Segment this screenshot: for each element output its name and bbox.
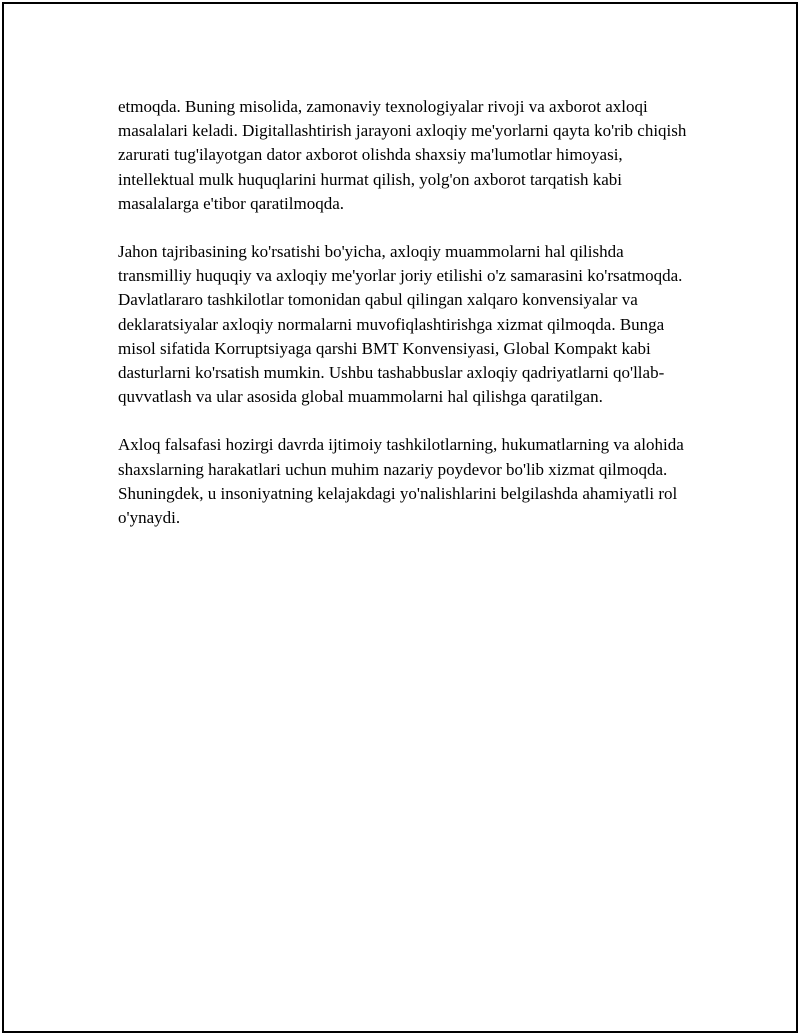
paragraph-1: etmoqda. Buning misolida, zamonaviy texnologiyalar rivoji va axborot axloqi masalalari keladi. Digitallashtirish jarayoni axloqiy me'yorlarni qayta ko'rib chiqish zarurati tug'ilayotgan dator axborot olishda shaxsiy ma'lumotlar himoyasi, intellektual mulk huquqlarini hurmat qilish, yolg'on axborot tarqatish kabi masalalarga e'tibor qaratilmoqda. bbox=[118, 97, 687, 213]
paragraph-2: Jahon tajribasining ko'rsatishi bo'yicha, axloqiy muammolarni hal qilishda transmilliy huquqiy va axloqiy me'yorlar joriy etilishi o'z samarasini ko'rsatmoqda. Davlatlararo tashkilotlar tomonidan qabul qilingan xalqaro konvensiyalar va deklaratsiyalar axloqiy normalarni muvofiqlashtirishga xizmat qilmoqda. Bunga misol sifatida Korruptsiyaga qarshi BMT Konvensiyasi, Global Kompakt kabi dasturlarni ko'rsatish mumkin. Ushbu tashabbuslar axloqiy qadriyatlarni qo'llab-quvvatlash va ular asosida global muammolarni hal qilishga qaratilgan. bbox=[118, 242, 683, 407]
paragraph-3: Axloq falsafasi hozirgi davrda ijtimoiy tashkilotlarning, hukumatlarning va alohida shaxslarning harakatlari uchun muhim nazariy poydevor bo'lib xizmat qilmoqda. Shuningdek, u insoniyatning kelajakdagi yo'nalishlarini belgilashda ahamiyatli rol o'ynaydi. bbox=[118, 435, 684, 528]
document-body bbox=[118, 95, 698, 554]
